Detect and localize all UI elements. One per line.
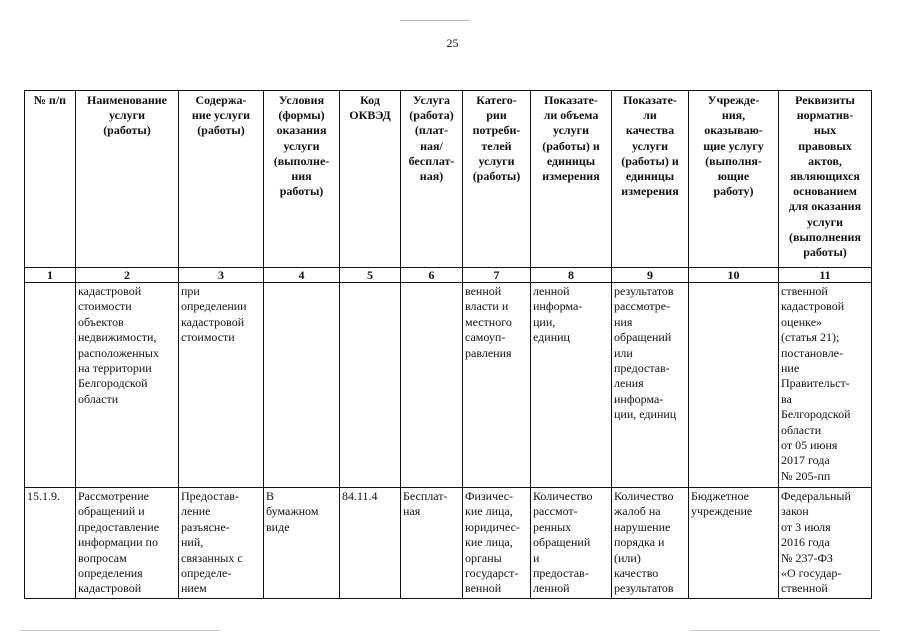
column-number: 1 <box>25 268 76 283</box>
table-cell: В бумажном виде <box>264 488 340 599</box>
table-cell: Предостав- ление разъясне- ний, связанных с определе- нием <box>179 488 264 599</box>
column-number: 6 <box>401 268 463 283</box>
column-number: 11 <box>779 268 872 283</box>
header-cell-quality-indicators: Показате- ли качества услуги (работы) и единицы измерения <box>612 91 689 268</box>
table-cell <box>264 283 340 488</box>
column-number: 2 <box>76 268 179 283</box>
header-cell-volume-indicators: Показате- ли объема услуги (работы) и единицы измерения <box>531 91 612 268</box>
header-cell-okved: Код ОКВЭД <box>340 91 401 268</box>
table-cell: Количество жалоб на нарушение порядка и (или) качество результатов <box>612 488 689 599</box>
table-header-row <box>25 91 872 268</box>
table-cell: кадастровой стоимости объектов недвижимости, расположенных на территории Белгородской области <box>76 283 179 488</box>
header-cell-consumers: Катего- рии потреби- телей услуги (работы) <box>463 91 531 268</box>
bottom-rule-right <box>690 630 880 631</box>
header-cell-num: № п/п <box>25 91 76 268</box>
header-cell-institutions: Учрежде- ния, оказываю- щие услугу (выполня- ющие работу) <box>689 91 779 268</box>
page-number: 25 <box>446 36 459 50</box>
column-number: 4 <box>264 268 340 283</box>
column-number: 9 <box>612 268 689 283</box>
table-cell: при определении кадастровой стоимости <box>179 283 264 488</box>
table-cell: Рассмотрение обращений и предоставление информации по вопросам определения кадастровой <box>76 488 179 599</box>
table-cell <box>689 283 779 488</box>
header-cell-content: Содержа- ние услуги (работы) <box>179 91 264 268</box>
table-cell: Бюджетное учреждение <box>689 488 779 599</box>
table-cell: ленной информа- ции, единиц <box>531 283 612 488</box>
header-cell-paid: Услуга (работа) (плат- ная/ бесплат- ная) <box>401 91 463 268</box>
table-cell: ственной кадастровой оценке» (статья 21); постановле- ние Правительст- ва Белгородской области от 05 июня 2017 года № 205-пп <box>779 283 872 488</box>
table-cell: Количество рассмот- ренных обращений и предостав- ленной <box>531 488 612 599</box>
table-cell: Физичес- кие лица, юридичес- кие лица, органы государст- венной <box>463 488 531 599</box>
header-cell-conditions: Условия (формы) оказания услуги (выполне- ния работы) <box>264 91 340 268</box>
table-row-15-1-9 <box>25 488 872 599</box>
table-cell: 84.11.4 <box>340 488 401 599</box>
column-number: 8 <box>531 268 612 283</box>
header-cell-legal-acts: Реквизиты норматив- ных правовых актов, являющихся основанием для оказания услуги (выполнения работы) <box>779 91 872 268</box>
table-cell <box>401 283 463 488</box>
column-number: 5 <box>340 268 401 283</box>
column-number-row <box>25 268 872 283</box>
table-cell: венной власти и местного самоуп- равления <box>463 283 531 488</box>
column-number: 10 <box>689 268 779 283</box>
header-cell-service-name: Наименование услуги (работы) <box>76 91 179 268</box>
top-rule <box>400 20 470 21</box>
table-cell <box>25 283 76 488</box>
column-number: 7 <box>463 268 531 283</box>
column-number: 3 <box>179 268 264 283</box>
table-cell: 15.1.9. <box>25 488 76 599</box>
table-cell: Федеральный закон от 3 июля 2016 года № 237-ФЗ «О государ- ственной <box>779 488 872 599</box>
services-table <box>24 90 872 599</box>
table-row-continued <box>25 283 872 488</box>
table-cell <box>340 283 401 488</box>
table-cell: результатов рассмотре- ния обращений или предостав- ления информа- ции, единиц <box>612 283 689 488</box>
bottom-rule-left <box>20 630 220 631</box>
table-cell: Бесплат- ная <box>401 488 463 599</box>
